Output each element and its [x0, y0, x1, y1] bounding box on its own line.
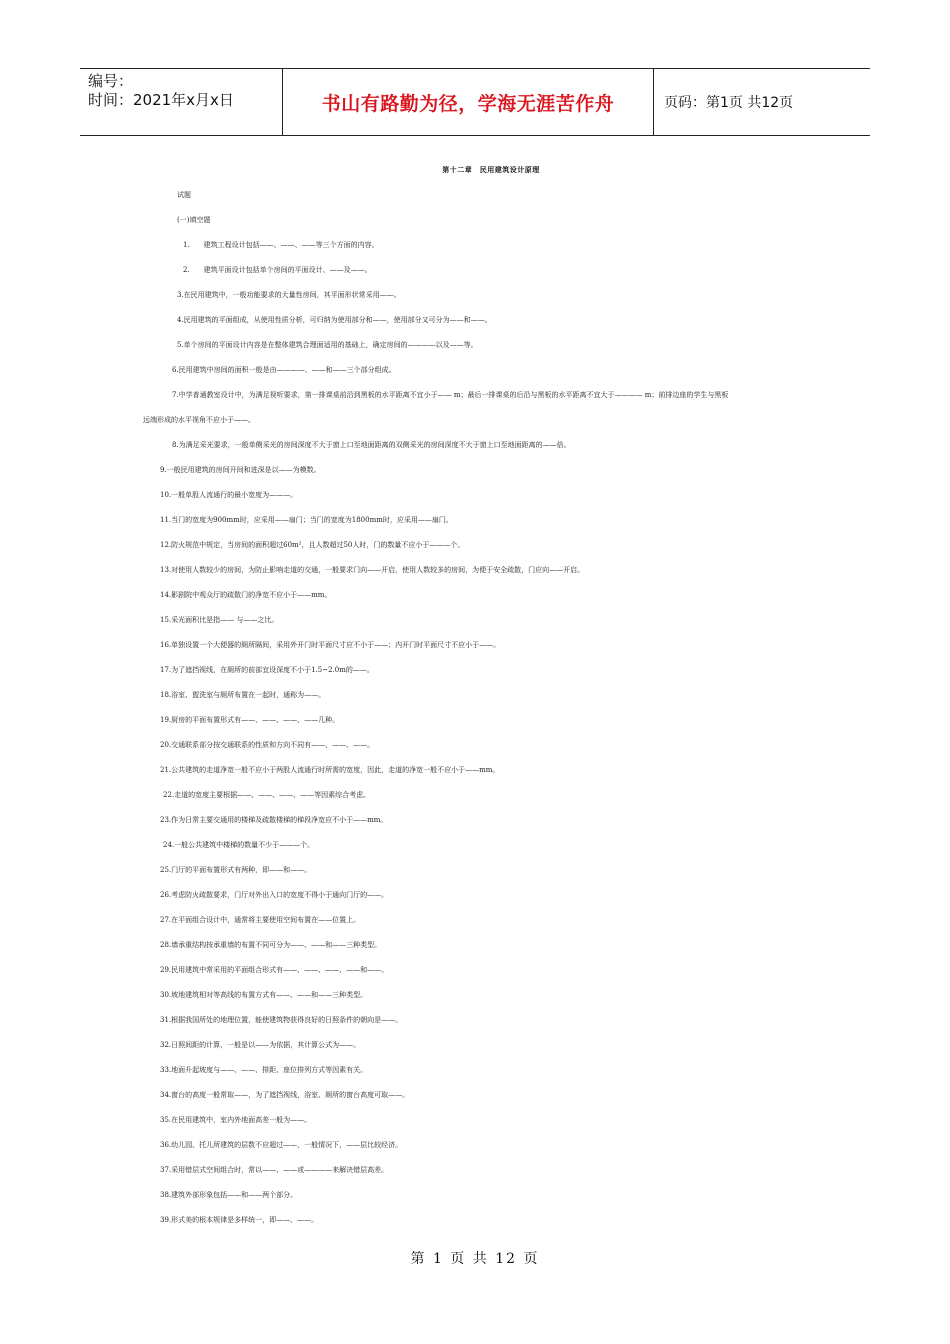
- question-item: 11.当门的宽度为900mm时，应采用——扇门；当门的宽度为1800mm时，应采用——扇门。: [160, 516, 453, 524]
- question-item: 16.单独设置一个大便器的厕所隔间，采用外开门时平面尺寸应不小于——；内开门时平面尺寸不应小于——。: [160, 641, 501, 649]
- question-item: 25.门厅的平面布置形式有两种，即——和——。: [160, 866, 312, 874]
- header-page-info: 页码：第1页 共12页: [664, 95, 794, 111]
- question-item: 33.地面升起坡度与——、——、排距、座位排列方式等因素有关。: [160, 1066, 368, 1074]
- page-footer: 第 1 页 共 12 页: [410, 1251, 540, 1267]
- question-item: 20.交通联系部分按交通联系的性质和方向不同有——、——、——。: [160, 741, 375, 749]
- question-item: 18.浴室、盥洗室与厕所布置在一起时，通称为——。: [160, 691, 326, 699]
- question-item: 12.防火规范中规定，当房间的面积超过60m²，且人数超过50人时，门的数量不应小于———个。: [160, 541, 465, 549]
- header-meta: [80, 69, 282, 135]
- question-item: 9.一般民用建筑的房间开间和进深是以——为模数。: [160, 466, 321, 474]
- question-item: 31.根据我国所处的地理位置，能使建筑物获得良好的日照条件的朝向是——。: [160, 1016, 403, 1024]
- question-item: 5.单个房间的平面设计内容是在整体建筑合理面适用的基础上，确定房间的————以及——等。: [177, 341, 478, 349]
- question-item: 2. 建筑平面设计包括单个房间的平面设计、——及——。: [183, 266, 372, 274]
- question-item: 10.一般单股人流通行的最小宽度为———。: [160, 491, 298, 499]
- question-item: 28.墙承重结构按承重墙的布置不同可分为——、——和——三种类型。: [160, 941, 382, 949]
- document-time-label: 时间：2021年x月x日: [88, 91, 234, 109]
- section-heading: 试题: [177, 191, 191, 199]
- question-item: 35.在民用建筑中，室内外地面高差一般为——。: [160, 1116, 312, 1124]
- question-item: 7.中学普通教室设计中，为满足视听要求，第一排课桌前沿到黑板的水平距离不宜小于—— m；最后一排课桌的后沿与黑板的水平距离不宜大于———— m；前排边座的学生与黑板: [172, 391, 729, 399]
- question-item: 21.公共建筑的走道净宽一般不应小于两股人流通行时所需的宽度，因此，走道的净宽一般不应小于——mm。: [160, 766, 500, 774]
- question-item: 1. 建筑工程设计包括——、——、——等三个方面的内容。: [183, 241, 379, 249]
- question-item: 4.民用建筑的平面组成，从使用性质分析，可归纳为使用部分和——，使用部分又可分为——和——。: [177, 316, 492, 324]
- question-item: 22.走道的宽度主要根据——、——、——、——等因素综合考虑。: [163, 791, 371, 799]
- page-header: [80, 68, 870, 136]
- question-item: 27.在平面组合设计中，通常将主要使用空间布置在——位置上。: [160, 916, 361, 924]
- question-item: 29.民用建筑中常采用的平面组合形式有——、——、——、——和——。: [160, 966, 389, 974]
- question-item: 37.采用错层式空间组合时，常以——、——或————来解决错层高差。: [160, 1166, 389, 1174]
- question-item-continuation: 远端形成的水平视角不应小于——。: [143, 416, 255, 424]
- question-item: 38.建筑外部形象包括——和——两个部分。: [160, 1191, 298, 1199]
- question-item: 30.坡地建筑相对等高线的布置方式有——、——和——三种类型。: [160, 991, 368, 999]
- question-item: 32.日照间距的计算，一般是以——为依据，其计算公式为——。: [160, 1041, 361, 1049]
- question-item: 24.一般公共建筑中楼梯的数量不少于———个。: [163, 841, 315, 849]
- question-item: 15.采光面积比是指—— 与——之比。: [160, 616, 279, 624]
- chapter-title: 第十二章 民用建筑设计原理: [442, 165, 540, 174]
- question-item: 17.为了遮挡视线，在厕所的前部宜设深度不小于1.5~2.0m的——。: [160, 666, 374, 674]
- question-item: 8.为满足采光要求，一般单侧采光的房间深度不大于窗上口至地面距离的双侧采光的房间深度不大于窗上口至地面距离的——倍。: [172, 441, 571, 449]
- question-item: 14.影剧院中观众厅的疏散门的净宽不应小于——mm。: [160, 591, 332, 599]
- document-number-label: 编号：: [88, 72, 134, 90]
- header-motto: 书山有路勤为径，学海无涯苦作舟: [282, 69, 654, 135]
- question-item: 3.在民用建筑中，一般功能要求的大量性房间，其平面形状常采用——。: [177, 291, 401, 299]
- question-item: 34.窗台的高度一般常取——，为了遮挡视线，浴室、厕所的窗台高度可取——。: [160, 1091, 410, 1099]
- subsection-heading: (一)填空题: [177, 216, 211, 224]
- question-item: 39.形式美的根本规律是多样统一，即——、——。: [160, 1216, 319, 1224]
- question-item: 26.考虑防火疏散要求，门厅对外出入口的宽度不得小于通向门厅的——。: [160, 891, 389, 899]
- question-item: 36.幼儿园、托儿所建筑的层数不应超过——，一般情况下，——层比较经济。: [160, 1141, 403, 1149]
- question-item: 23.作为日常主要交通用的楼梯及疏散楼梯的梯段净宽应不小于——mm。: [160, 816, 388, 824]
- question-item: 6.民用建筑中房间的面积一般是由————、——和——三个部分组成。: [172, 366, 396, 374]
- question-item: 19.厨房的平面布置形式有——、——、——、——几种。: [160, 716, 340, 724]
- question-item: 13.对使用人数较少的房间，为防止影响走道的交通，一般要求门向——开启，使用人数较多的房间，为便于安全疏散，门应向——开启。: [160, 566, 585, 574]
